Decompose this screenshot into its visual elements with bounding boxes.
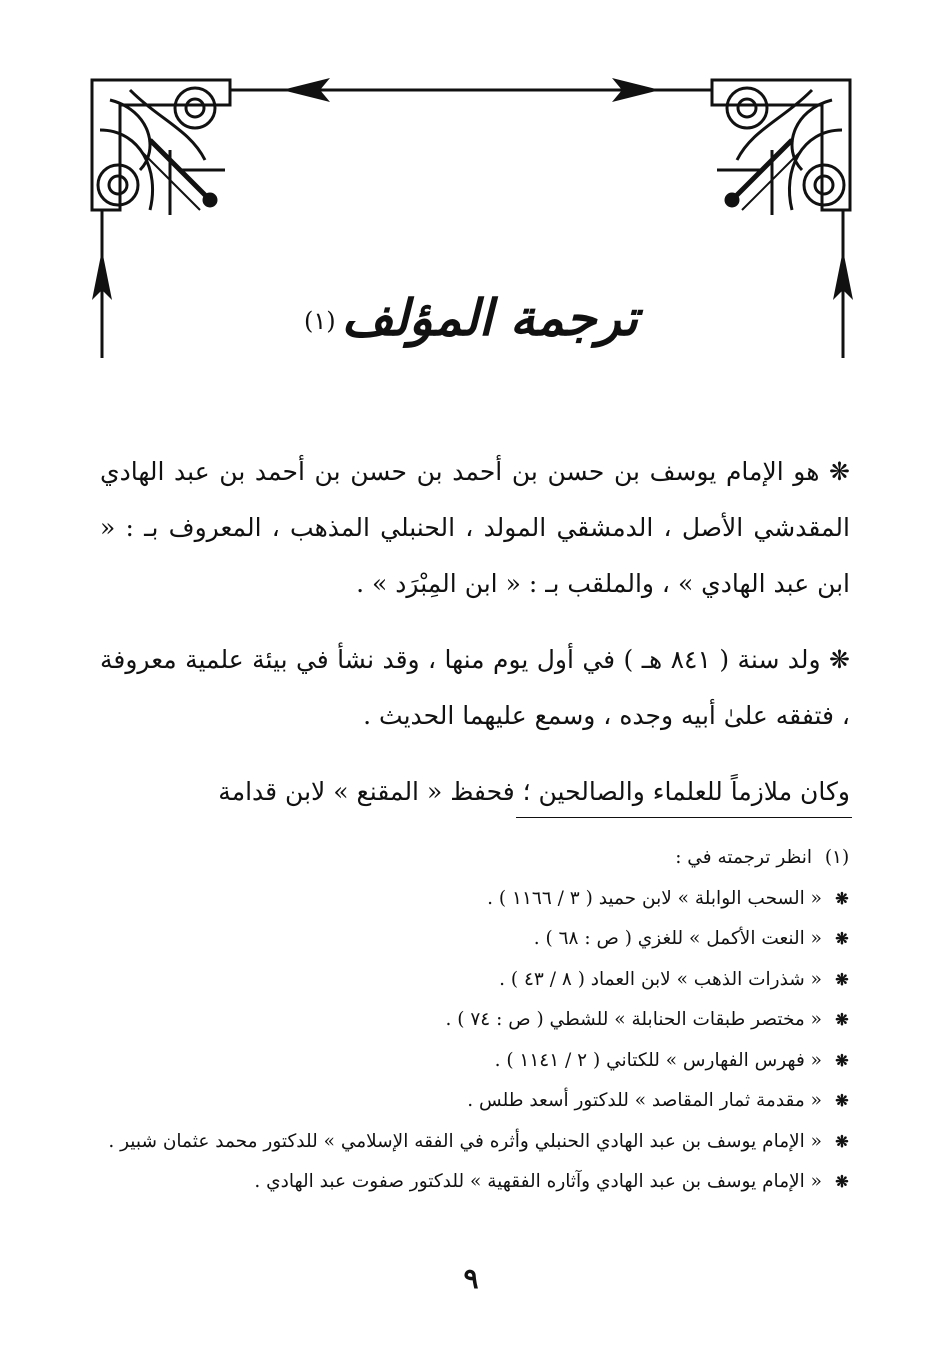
footnote-separator <box>516 817 852 818</box>
footnote-item <box>100 960 862 1001</box>
footnote-header <box>100 838 862 879</box>
footnote-item-text: « السحب الوابلة » لابن حميد ( ٣ / ١١٦٦ ) . <box>487 887 822 909</box>
footnote-item <box>100 1041 862 1082</box>
footnote-item <box>100 1081 862 1122</box>
footnote-item-text: « الإمام يوسف بن عبد الهادي وآثاره الفقهية » للدكتور صفوت عبد الهادي . <box>254 1171 822 1192</box>
footnote-item-text: « الإمام يوسف بن عبد الهادي الحنبلي وأثره في الفقه الإسلامي » للدكتور محمد عثمان شبير . <box>108 1130 822 1152</box>
footnote-item-text: « فهرس الفهارس » للكتاني ( ٢ / ١١٤١ ) . <box>494 1049 822 1071</box>
footnote-item <box>100 1162 862 1203</box>
paragraph: وكان ملازماً للعلماء والصالحين ؛ فحفظ « المقنع » لابن قدامة <box>218 777 850 806</box>
footnote-item <box>100 879 862 920</box>
footnotes <box>100 838 862 1203</box>
footnote-item-text: « مقدمة ثمار المقاصد » للدكتور أسعد طلس . <box>467 1090 822 1111</box>
main-text <box>100 444 850 840</box>
chapter-title: ترجمة المؤلف <box>341 288 639 347</box>
bullet-icon: ❋ <box>835 929 849 948</box>
footnote-item-text: « شذرات الذهب » لابن العماد ( ٨ / ٤٣ ) . <box>499 968 822 990</box>
paragraph: ❋ ولد سنة ( ٨٤١ هـ ) في أول يوم منها ، وقد نشأ في بيئة علمية معروفة ، فتفقه علىٰ أبيه وجده ، وسمع عليهما الحديث . <box>100 645 850 730</box>
right-corner-ornament <box>712 80 850 215</box>
left-corner-ornament <box>92 80 230 215</box>
footnote-number: (١) <box>824 847 850 868</box>
page-number: ٩ <box>463 1262 479 1295</box>
bullet-icon: ❋ <box>835 969 849 989</box>
paragraph: ❋ هو الإمام يوسف بن حسن بن أحمد بن حسن بن أحمد بن عبد الهادي المقدشي الأصل ، الدمشقي المولد ، الحنبلي المذهب ، المعروف بـ : « ابن عبد الهادي » ، والملقب بـ : « ابن المِبْرَد » . <box>100 457 850 598</box>
bullet-icon: ❋ <box>835 1172 849 1191</box>
bullet-icon: ❋ <box>835 1131 849 1151</box>
footnote-item-text: « النعت الأكمل » للغزي ( ص : ٦٨ ) . <box>533 928 822 949</box>
footnote-intro: انظر ترجمته في : <box>675 847 812 868</box>
bullet-icon: ❋ <box>835 1050 849 1070</box>
footnote-item <box>100 1000 862 1041</box>
ornamental-frame <box>0 0 942 420</box>
footnote-item <box>100 1122 862 1163</box>
bullet-icon: ❋ <box>835 1091 849 1110</box>
chapter-heading <box>0 288 942 347</box>
bullet-icon: ❋ <box>835 888 849 908</box>
title-footnote-ref: (١) <box>303 306 336 335</box>
bullet-icon: ❋ <box>835 1010 849 1029</box>
footnote-item-text: « مختصر طبقات الحنابلة » للشطي ( ص : ٧٤ ) . <box>445 1009 822 1030</box>
footnote-item <box>100 919 862 960</box>
